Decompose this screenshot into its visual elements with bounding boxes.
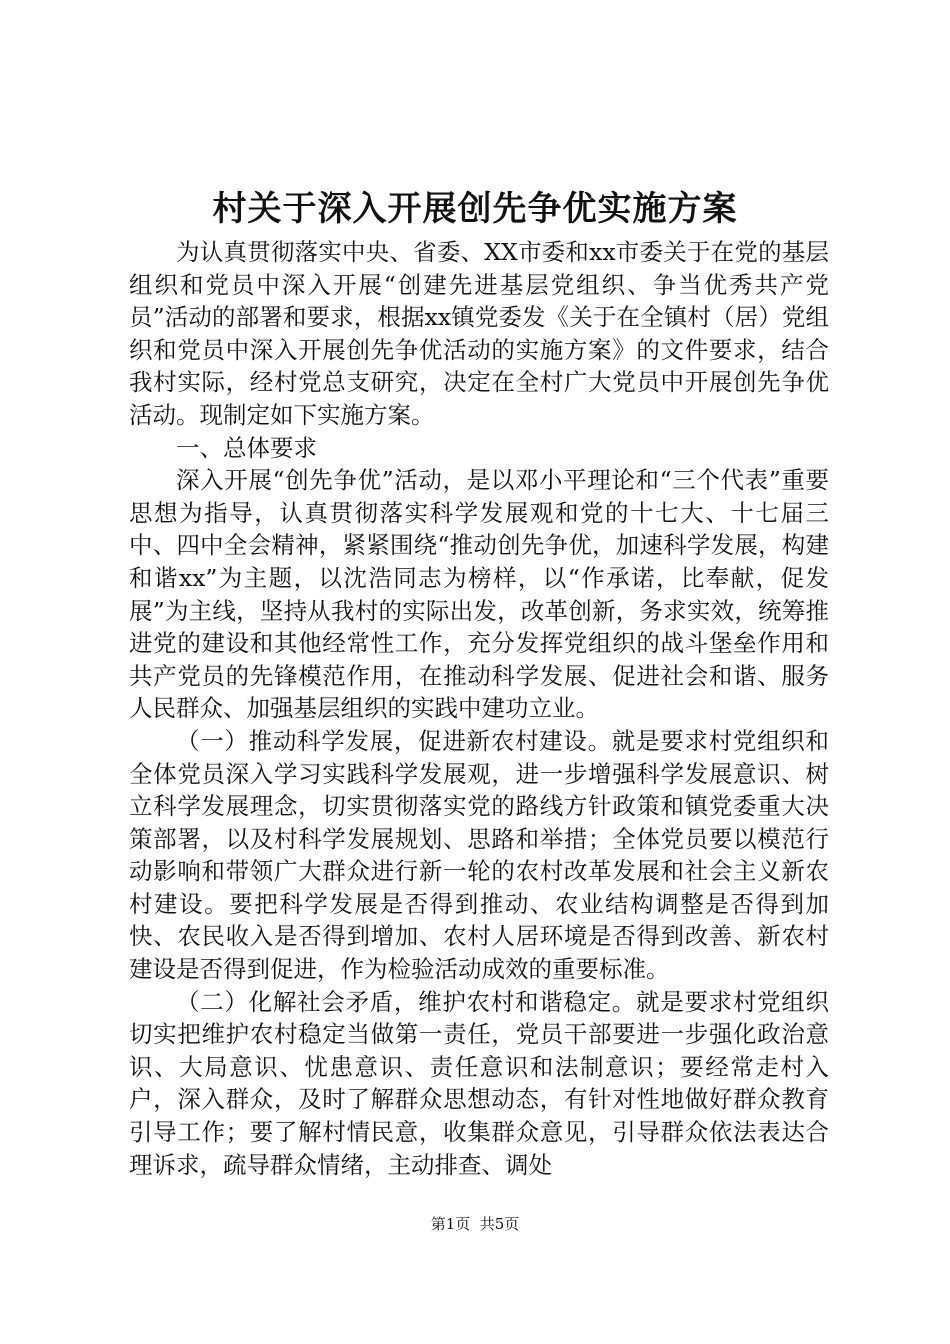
- section-heading: 一、总体要求: [176, 433, 317, 462]
- item-two-paragraph: （二）化解社会矛盾，维护农村和谐稳定。就是要求村党组织切实把维护农村稳定当做第一责任，党员干部要进一步强化政治意识、大局意识、忧患意识、责任意识和法制意识；要经常走村入户，深入群众，及时了解群众思想动态，有针对性地做好群众教育引导工作；要了解村情民意，收集群众意见，引导群众依法表达合理诉求，疏导群众情绪，主动排查、调处: [129, 987, 829, 1179]
- item-one-paragraph: （一）推动科学发展，促进新农村建设。就是要求村党组织和全体党员深入学习实践科学发展观，进一步增强科学发展意识、树立科学发展理念，切实贯彻落实党的路线方针政策和镇党委重大决策部署，以及村科学发展规划、思路和举措；全体党员要以模范行动影响和带领广大群众进行新一轮的农村改革发展和社会主义新农村建设。要把科学发展是否得到推动、农业结构调整是否得到加快、农民收入是否得到增加、农村人居环境是否得到改善、新农村建设是否得到促进，作为检验活动成效的重要标准。: [129, 726, 829, 984]
- general-requirements-paragraph: 深入开展“创先争优”活动，是以邓小平理论和“三个代表”重要思想为指导，认真贯彻落实科学发展观和党的十七大、十七届三中、四中全会精神，紧紧围绕“推动创先争优，加速科学发展，构建和谐xx”为主题，以沈浩同志为榜样，以“作承诺，比奉献，促发展”为主线，坚持从我村的实际出发，改革创新，务求实效，统筹推进党的建设和其他经常性工作，充分发挥党组织的战斗堡垒作用和共产党员的先锋模范作用，在推动科学发展、促进社会和谐、服务人民群众、加强基层组织的实践中建功立业。: [129, 466, 829, 723]
- page-number-footer: 第1页 共5页: [430, 1215, 520, 1233]
- document-body: [129, 236, 829, 1181]
- document-title: 村关于深入开展创先争优实施方案: [212, 189, 738, 229]
- intro-paragraph: 为认真贯彻落实中央、省委、XX市委和xx市委关于在党的基层组织和党员中深入开展“创建先进基层党组织、争当优秀共产党员”活动的部署和要求，根据xx镇党委发《关于在全镇村（居）党组织和党员中深入开展创先争优活动的实施方案》的文件要求，结合我村实际，经村党总支研究，决定在全村广大党员中开展创先争优活动。现制定如下实施方案。: [129, 238, 829, 429]
